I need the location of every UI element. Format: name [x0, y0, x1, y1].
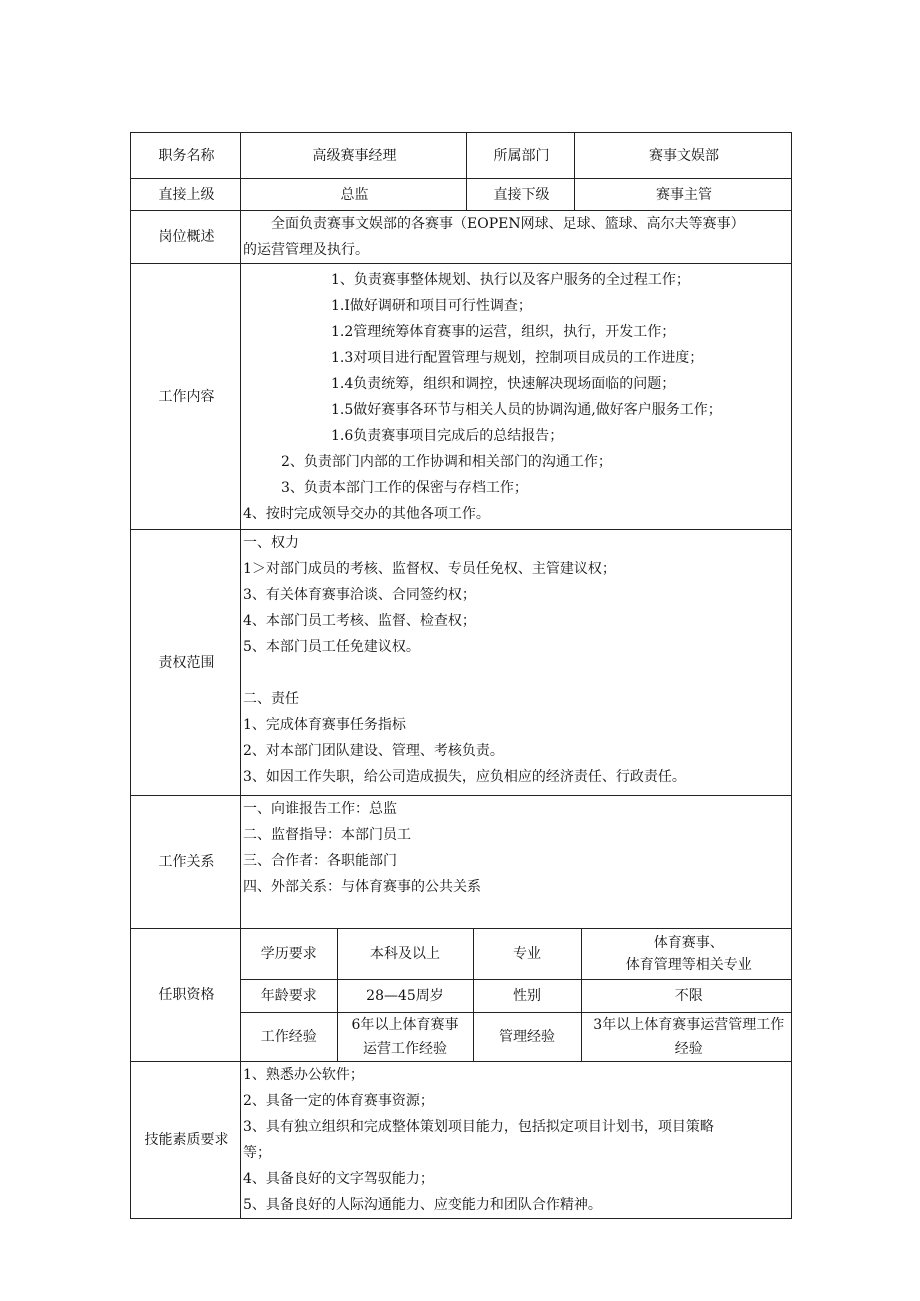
duty-item: 1、完成体育赛事任务指标	[243, 717, 406, 733]
gender-label: 性别	[473, 979, 581, 1012]
mgmt-line-2: 经验	[674, 1040, 703, 1057]
relation-item: 四、外部关系：与体育赛事的公共关系	[243, 879, 481, 895]
work-item: 1.3对项目进行配置管理与规划，控制项目成员的工作进度；	[331, 349, 704, 366]
summary-line-2: 的运营管理及执行。	[243, 242, 369, 258]
skill-item: 4、具备良好的文字驾驭能力；	[243, 1171, 434, 1187]
subordinate-label: 直接下级	[467, 179, 575, 211]
experience-line-1: 6年以上体育赛事	[351, 1016, 459, 1033]
dept-label: 所属部门	[467, 133, 575, 179]
work-item: 2、负责部门内部的工作协调和相关部门的沟通工作；	[281, 453, 612, 470]
experience-label: 工作经验	[241, 1012, 337, 1061]
work-content-body	[241, 264, 792, 530]
age-label: 年龄要求	[241, 979, 337, 1012]
major-value	[581, 929, 792, 979]
work-item: 1.6负责赛事项目完成后的总结报告；	[331, 427, 564, 444]
summary-label: 岗位概述	[131, 211, 241, 264]
work-item: 1.I做好调研和项目可行性调查；	[331, 297, 532, 314]
skill-item: 5、具备良好的人际沟通能力、应变能力和团队合作精神。	[243, 1197, 602, 1213]
major-label: 专业	[473, 929, 581, 979]
duty-title: 二、责任	[243, 691, 299, 707]
mgmt-value	[581, 1012, 792, 1061]
skills-label: 技能素质要求	[131, 1062, 241, 1219]
work-item: 1、负责赛事整体规划、执行以及客户服务的全过程工作；	[331, 271, 690, 288]
qualification-table	[241, 929, 792, 1061]
authority-label: 责权范围	[131, 530, 241, 796]
work-content-label: 工作内容	[131, 264, 241, 530]
relations-label: 工作关系	[131, 796, 241, 929]
row-qualification	[131, 929, 792, 1062]
row-title	[131, 133, 792, 179]
power-item: 1＞对部门成员的考核、监督权、专员任免权、主管建议权；	[243, 561, 616, 577]
summary-content	[241, 211, 792, 264]
major-line-1: 体育赛事、	[653, 934, 724, 951]
age-value: 28—45周岁	[337, 979, 473, 1012]
education-label: 学历要求	[241, 929, 337, 979]
row-authority	[131, 530, 792, 796]
skill-item: 2、具备一定的体育赛事资源；	[243, 1093, 434, 1109]
duty-item: 2、对本部门团队建设、管理、考核负责。	[243, 743, 504, 759]
power-item: 3、有关体育赛事洽谈、合同签约权；	[243, 587, 476, 603]
row-superior	[131, 179, 792, 211]
skills-body	[241, 1062, 792, 1219]
qualification-label: 任职资格	[131, 929, 241, 1062]
major-line-2: 体育管理等相关专业	[625, 956, 752, 973]
work-item: 4、按时完成领导交办的其他各项工作。	[243, 505, 490, 522]
power-item: 5、本部门员工任免建议权。	[243, 639, 420, 655]
work-item: 1.4负责统筹，组织和调控，快速解决现场面临的问题；	[331, 375, 676, 392]
skill-item: 等；	[243, 1145, 271, 1161]
row-relations	[131, 796, 792, 929]
experience-line-2: 运营工作经验	[363, 1040, 447, 1057]
qualification-body	[241, 929, 792, 1062]
superior-label: 直接上级	[131, 179, 241, 211]
power-item: 4、本部门员工考核、监督、检查权；	[243, 613, 476, 629]
skill-item: 3、具有独立组织和完成整体策划项目能力，包括拟定项目计划书，项目策略	[243, 1119, 714, 1135]
duty-item: 3、如因工作失职，给公司造成损失，应负相应的经济责任、行政责任。	[243, 769, 686, 785]
work-item: 1.2管理统筹体育赛事的运营，组织，执行，开发工作；	[331, 323, 676, 340]
gender-value: 不限	[581, 979, 792, 1012]
row-work-content	[131, 264, 792, 530]
work-item: 3、负责本部门工作的保密与存档工作；	[281, 479, 528, 496]
relation-item: 三、合作者：各职能部门	[243, 853, 397, 869]
title-value: 高级赛事经理	[241, 133, 467, 179]
job-description-table	[130, 132, 792, 1219]
subordinate-value: 赛事主管	[575, 179, 792, 211]
education-value: 本科及以上	[337, 929, 473, 979]
dept-value: 赛事文娱部	[575, 133, 792, 179]
relation-item: 一、向谁报告工作：总监	[243, 801, 397, 817]
relation-item: 二、监督指导：本部门员工	[243, 827, 411, 843]
work-item: 1.5做好赛事各环节与相关人员的协调沟通,做好客户服务工作；	[331, 401, 722, 418]
skill-item: 1、熟悉办公软件；	[243, 1067, 364, 1083]
row-skills	[131, 1062, 792, 1219]
experience-value	[337, 1012, 473, 1061]
summary-line-1: 全面负责赛事文娱部的各赛事（EOPEN网球、足球、篮球、高尔夫等赛事）	[271, 216, 745, 232]
mgmt-line-1: 3年以上体育赛事运营管理工作	[593, 1016, 785, 1033]
row-summary	[131, 211, 792, 264]
title-label: 职务名称	[131, 133, 241, 179]
mgmt-label: 管理经验	[473, 1012, 581, 1061]
power-title: 一、权力	[243, 535, 299, 551]
relations-body	[241, 796, 792, 929]
superior-value: 总监	[241, 179, 467, 211]
authority-body	[241, 530, 792, 796]
